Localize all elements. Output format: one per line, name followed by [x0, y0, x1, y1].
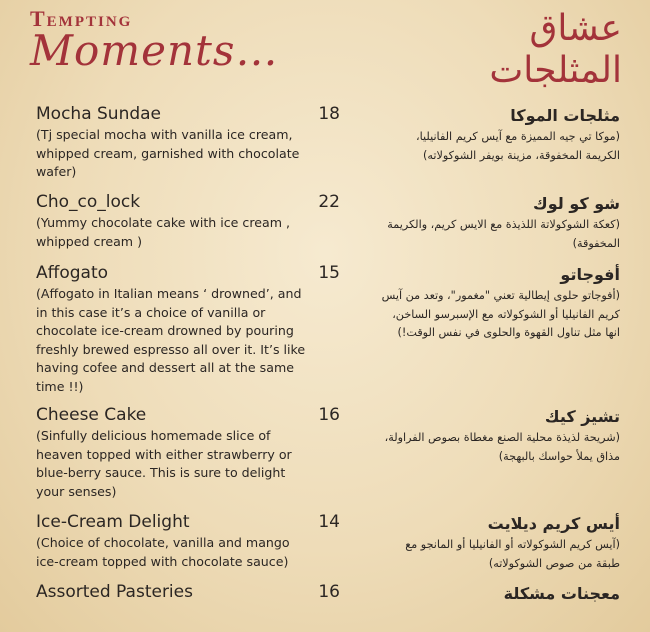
item-name: Mocha Sundae — [36, 104, 162, 124]
item-description: (Choice of chocolate, vanilla and mango ice-cream topped with chocolate sauce) — [36, 535, 290, 569]
item-description-ar: (شريحة لذيذة محلية الصنع مغطاة بصوص الفراولة، مذاق يملأ حواسك بالبهجة) — [384, 431, 620, 463]
item-description-ar: (أفوجاتو حلوى إيطالية تعني "مغمور"، وتعد من آيس كريم الفانيليا أو الشوكولاته مع الإسبرسو الساخن، انها مثل تناول القهوة والحلوى في نفس الوقت!) — [381, 289, 620, 339]
item-name: Affogato — [36, 263, 109, 283]
item-description: (Sinfully delicious homemade slice of heaven topped with either strawberry or blue-berry sauce. This is sure to delight your senses) — [36, 428, 292, 499]
item-name-ar: أيس كريم ديلايت — [487, 514, 620, 533]
item-name-ar: تشيز كيك — [544, 407, 620, 426]
menu-title-line1: Tempting — [30, 6, 133, 31]
menu-title-ar-line1: عشاق — [529, 8, 622, 49]
item-description-ar: (كعكة الشوكولاتة اللذيذة مع الايس كريم، والكريمة المخفوقة) — [387, 218, 620, 250]
item-name-ar: مثلجات الموكا — [510, 106, 620, 125]
item-price: 16 — [318, 405, 340, 425]
item-description: (Affogato in Italian means ‘ drowned’, and in this case it’s a choice of vanilla or chocolate ice-cream drowned by pouring freshly brewed espresso all over it. It’s like having cofee and dessert all at the same time !!) — [36, 286, 306, 394]
item-price: 22 — [318, 192, 340, 212]
item-price: 15 — [318, 263, 340, 283]
menu-title-ar-line2: المثلجات — [489, 50, 622, 91]
item-name-ar: معجنات مشكلة — [503, 584, 620, 603]
item-name: Ice-Cream Delight — [36, 512, 190, 532]
item-description-ar: (موكا تي جيه المميزة مع آيس كريم الفانيليا، الكريمة المخفوقة، مزينة بويفر الشوكولاته) — [415, 130, 620, 162]
item-price: 18 — [318, 104, 340, 124]
item-price: 14 — [318, 512, 340, 532]
item-name-ar: أفوجاتو — [560, 265, 620, 284]
menu-title-line2: Moments… — [30, 26, 279, 75]
item-description: (Yummy chocolate cake with ice cream , whipped cream ) — [36, 215, 290, 249]
item-name: Cho_co_lock — [36, 192, 141, 212]
menu-header-english — [30, 6, 278, 75]
menu-header-arabic — [489, 8, 622, 92]
item-price: 16 — [318, 582, 340, 602]
item-name: Cheese Cake — [36, 405, 147, 425]
item-name: Assorted Pasteries — [36, 582, 193, 602]
item-name-ar: شو كو لوك — [533, 194, 620, 213]
item-description-ar: (آيس كريم الشوكولاته أو الفانيليا أو المانجو مع طبقة من صوص الشوكولاته) — [405, 538, 620, 570]
item-description: (Tj special mocha with vanilla ice cream, whipped cream, garnished with chocolate wafer) — [36, 127, 300, 179]
